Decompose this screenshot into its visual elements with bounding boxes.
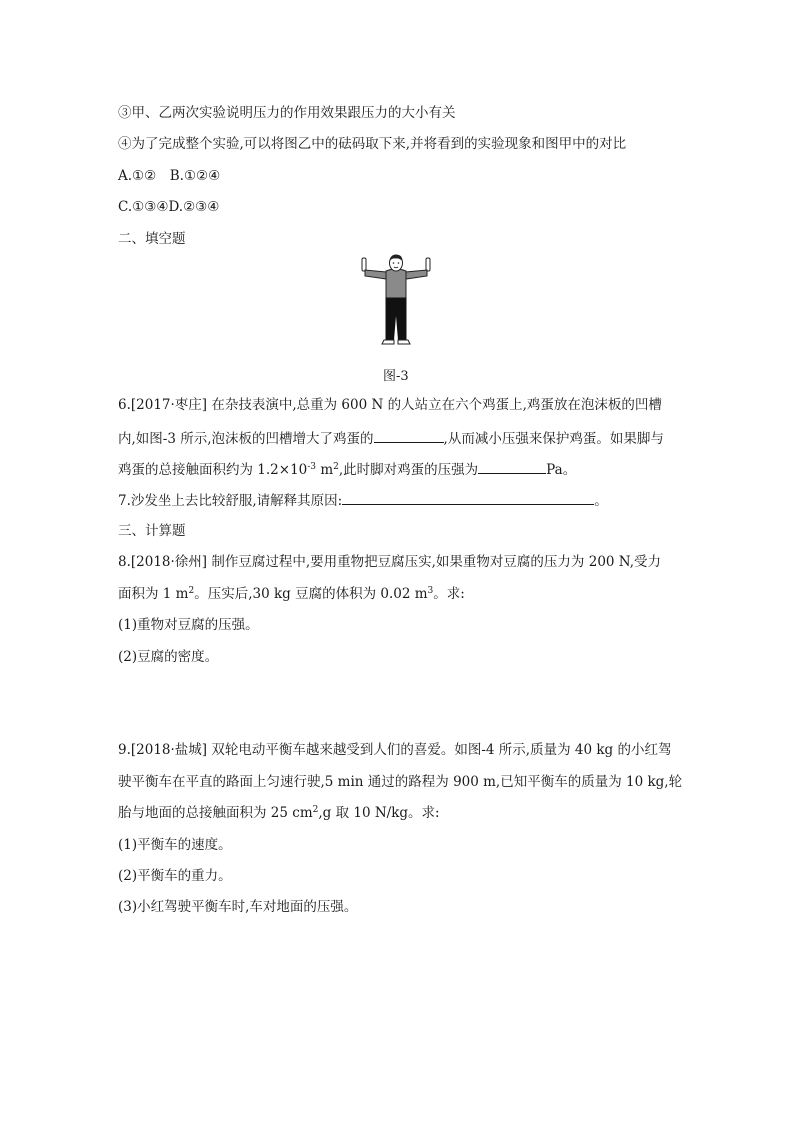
option-3-text: ③甲、乙两次实验说明压力的作用效果跟压力的大小有关 — [118, 105, 456, 121]
question-6-line-2 — [118, 428, 664, 448]
answer-blank-3[interactable] — [342, 490, 594, 505]
section-calculation-heading: 三、计算题 — [118, 523, 186, 539]
question-8-part-1: (1)重物对豆腐的压强。 — [118, 617, 259, 633]
question-7 — [118, 490, 608, 510]
question-6-text-d: ,此时脚对鸡蛋的压强为 — [338, 462, 479, 478]
question-7-end: 。 — [594, 493, 608, 509]
question-9-line-2: 驶平衡车在平直的路面上匀速行驶,5 min 通过的路程为 900 m,已知平衡车的质量为 10 kg,轮 — [118, 774, 683, 790]
question-8-text-c: 。求: — [433, 586, 465, 602]
answer-blank-2[interactable] — [478, 459, 546, 474]
question-8-line-1: 8.[2018·徐州] 制作豆腐过程中,要用重物把豆腐压实,如果重物对豆腐的压力为 200 N,受力 — [118, 554, 662, 570]
question-6-text-c: 鸡蛋的总接触面积约为 1.2×10 — [118, 462, 308, 478]
choice-ab: A.①② B.①②④ — [118, 168, 221, 184]
question-6-text-b: ,从而减小压强来保护鸡蛋。如果脚与 — [443, 431, 664, 447]
exponent: 2 — [312, 805, 319, 815]
question-9-part-1: (1)平衡车的速度。 — [118, 837, 232, 853]
exponent: 2 — [188, 586, 195, 596]
answer-blank-1[interactable] — [374, 428, 444, 443]
question-8-part-2: (2)豆腐的密度。 — [118, 649, 219, 665]
question-8-text-b: 。压实后,30 kg 豆腐的体积为 0.02 m — [194, 586, 428, 602]
question-6-line-3 — [118, 459, 576, 479]
section-fill-blank-heading: 二、填空题 — [118, 231, 186, 247]
question-8-text-a: 面积为 1 m — [118, 586, 189, 602]
unit-text: m — [316, 462, 334, 478]
question-9-line-1: 9.[2018·盐城] 双轮电动平衡车越来越受到人们的喜爱。如图-4 所示,质量为 40 kg 的小红驾 — [118, 742, 672, 758]
question-6-unit: Pa。 — [546, 462, 577, 478]
question-6-line-1: 6.[2017·枣庄] 在杂技表演中,总重为 600 N 的人站立在六个鸡蛋上,鸡蛋放在泡沫板的凹槽 — [118, 397, 662, 413]
exponent: 3 — [427, 586, 434, 596]
figure-caption: 图-3 — [383, 369, 409, 384]
question-9-line-3 — [118, 804, 440, 822]
question-9-text-b: ,g 取 10 N/kg。求: — [318, 805, 440, 821]
person-standing-icon — [356, 252, 436, 354]
question-9-part-2: (2)平衡车的重力。 — [118, 868, 232, 884]
exponent: -3 — [307, 462, 317, 472]
choice-cd: C.①③④D.②③④ — [118, 199, 220, 215]
question-9-part-3: (3)小红驾驶平衡车时,车对地面的压强。 — [118, 899, 358, 915]
question-8-line-2 — [118, 585, 465, 603]
exponent: 2 — [333, 462, 339, 472]
question-7-text: 7.沙发坐上去比较舒服,请解释其原因: — [118, 493, 343, 509]
question-9-text-a: 胎与地面的总接触面积为 25 cm — [118, 805, 313, 821]
question-6-text-a: 内,如图-3 所示,泡沫板的凹槽增大了鸡蛋的 — [118, 431, 374, 447]
option-4-text: ④为了完成整个实验,可以将图乙中的砝码取下来,并将看到的实验现象和图甲中的对比 — [118, 136, 627, 152]
